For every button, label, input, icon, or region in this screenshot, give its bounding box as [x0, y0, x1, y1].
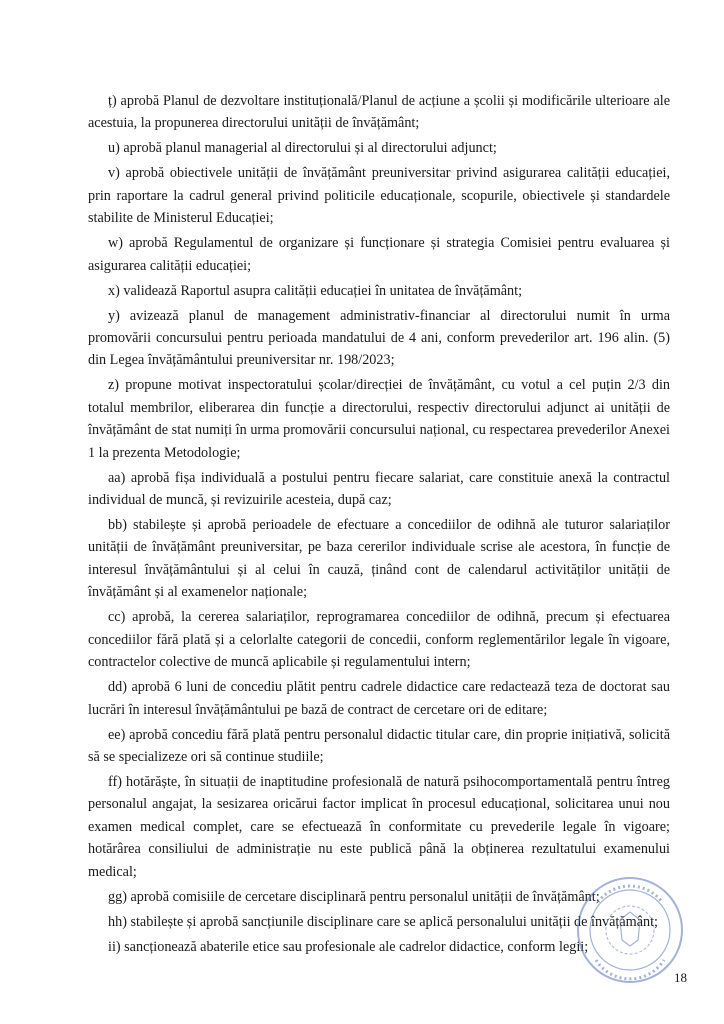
- paragraph-bb: bb) stabilește și aprobă perioadele de efectuare a concediilor de odihnă ale tuturor salariaților unității de învățământ preuniversitar, pe baza cererilor individuale scrise ale acestora, în funcție de interesul învățământului și al celui în cauză, ținând cont de calendarul activităților unității de învățământ și al examenelor naționale;: [88, 517, 670, 601]
- paragraph-x: x) validează Raportul asupra calității educației în unitatea de învățământ;: [108, 282, 523, 299]
- paragraph-gg: gg) aprobă comisiile de cercetare disciplinară pentru personalul unității de învățământ;: [108, 888, 600, 905]
- paragraph-y: y) avizează planul de management administrativ-financiar al directorului numit în urma promovării concursului pentru perioada mandatului de 4 ani, conform prevederilor art. 196 alin. (5) din Legea învățământului preuniversitar nr. 198/2023;: [88, 307, 670, 369]
- official-stamp-icon: [540, 872, 690, 992]
- paragraph-hh: hh) stabilește și aprobă sancțiunile disciplinare care se aplică personalului unității de învățământ;: [108, 913, 658, 930]
- paragraph-v: v) aprobă obiectivele unității de învățământ preuniversitar privind asigurarea calității educației, prin raportare la cadrul general privind politicile educaționale, scopurile, obiectivele și standardele stabilite de Ministerul Educației;: [88, 165, 670, 227]
- paragraph-cc: cc) aprobă, la cererea salariaților, reprogramarea concediilor de odihnă, precum și efectuarea concediilor fără plată și a celorlalte categorii de concedii, conform reglementărilor legale în vigoare, contractelor colective de muncă aplicabile și regulamentului intern;: [88, 609, 670, 671]
- paragraph-ii: ii) sancționează abaterile etice sau profesionale ale cadrelor didactice, conform legii;: [108, 938, 589, 955]
- document-body: [88, 90, 670, 961]
- paragraph-w: w) aprobă Regulamentul de organizare și funcționare și strategia Comisiei pentru evaluarea și asigurarea calității educației;: [88, 235, 670, 274]
- page-number: 18: [674, 970, 687, 985]
- paragraph-dd: dd) aprobă 6 luni de concediu plătit pentru cadrele didactice care redactează teza de doctorat sau lucrări în interesul învățământului pe bază de contract de cercetare ori de editare;: [88, 679, 670, 718]
- paragraph-aa: aa) aprobă fișa individuală a postului pentru fiecare salariat, care constituie anexă la contractul individual de muncă, și revizuirile acesteia, după caz;: [88, 469, 670, 509]
- paragraph-t: ț) aprobă Planul de dezvoltare instituțională/Planul de acțiune a școlii și modificările ulterioare ale acestuia, la propunerea directorului unității de învățământ;: [88, 93, 670, 132]
- paragraph-ee: ee) aprobă concediu fără plată pentru personalul didactic titular care, din proprie inițiativă, solicită să se specializeze ori să continue studiile;: [88, 726, 670, 765]
- paragraph-z: z) propune motivat inspectoratului școlar/direcției de învățământ, cu votul a cel puțin 2/3 din totalul membrilor, eliberarea din funcție a directorului, respectiv directorului adjunct ai unității de învățământ de stat numiți în urma promovării concursului național, cu respectarea prevederilor Anexei 1 la prezenta Metodologie;: [88, 377, 670, 461]
- paragraph-u: u) aprobă planul managerial al directorului și al directorului adjunct;: [108, 140, 497, 157]
- paragraph-ff: ff) hotărăște, în situații de inaptitudine profesională de natură psihocomportamentală pentru întreg personalul angajat, la sesizarea oricărui factor implicat în procesul educațional, solicitarea unui nou examen medical complet, care se efectuează în conformitate cu prevederile legale în vigoare; hotărârea consiliului de administrație nu este publică până la obținerea rezultatului examenului medical;: [88, 773, 670, 880]
